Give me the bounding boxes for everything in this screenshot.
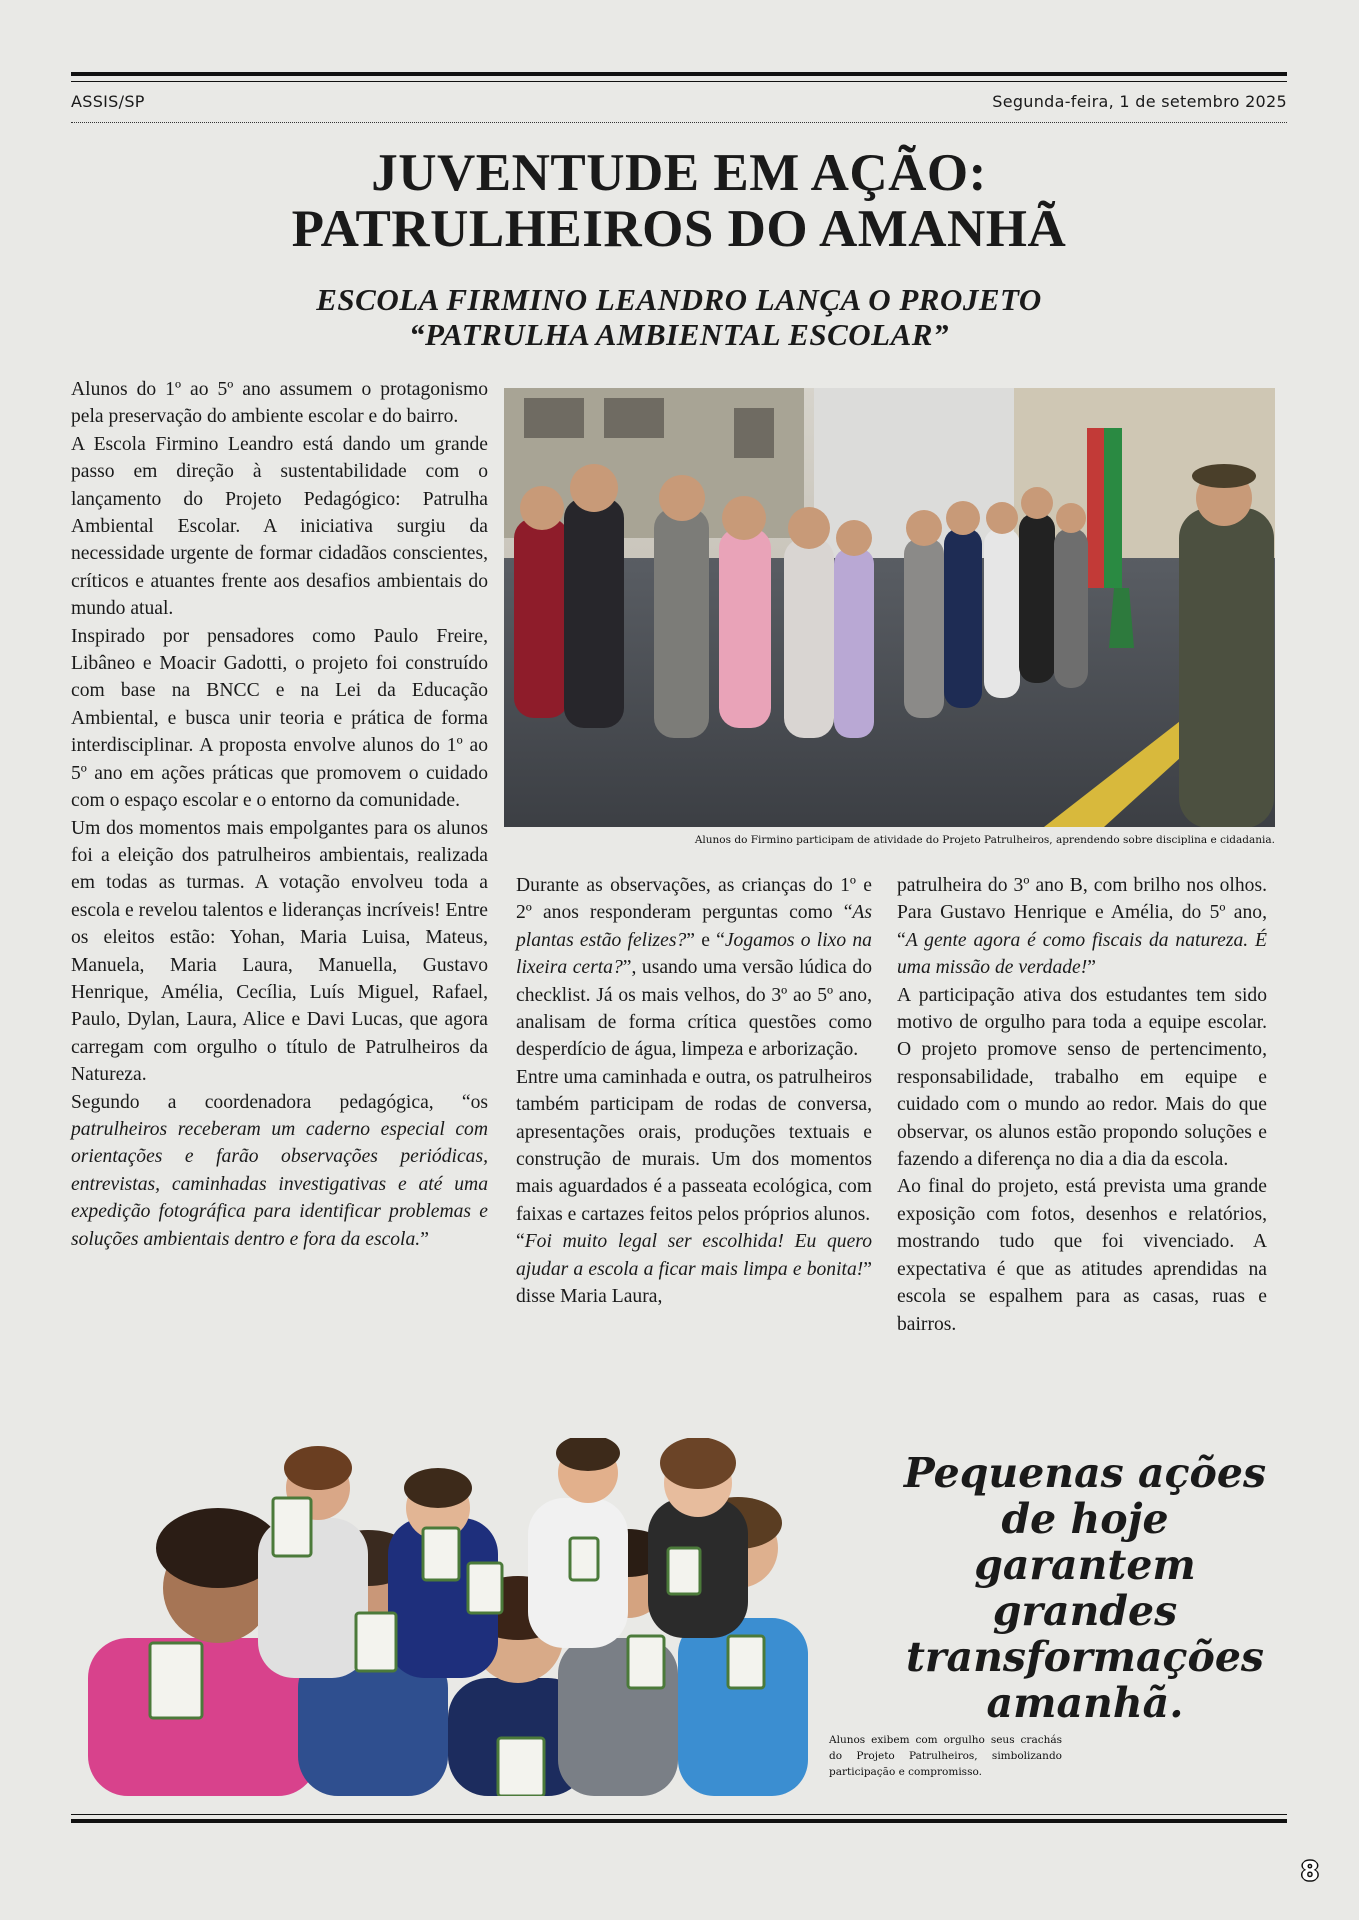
paragraph: A participação ativa dos estudantes tem sido motivo de orgulho para toda a equipe escolar. O projeto promove senso de pertencimento, responsabilidade, trabalho em equipe e cuidado com o mundo ao redor. Mais do que observar, os alunos estão propondo soluções e fazendo a diferença no dia a dia da escola.: [897, 984, 1267, 1171]
subheadline-line-1: ESCOLA FIRMINO LEANDRO LANÇA O PROJETO: [316, 282, 1042, 317]
article-column-1: [71, 376, 488, 1253]
paragraph: [71, 1089, 488, 1253]
photo-students-badges: [88, 1438, 818, 1796]
article-column-3: [897, 872, 1267, 1338]
article-column-2: [516, 872, 872, 1311]
quote-text: Jogamos o lixo na lixeira certa?: [516, 929, 872, 979]
headline-line-1: JUVENTUDE EM AÇÃO:: [371, 144, 987, 202]
text-run: ”, usando uma versão lúdica do checklist. Já os mais velhos, do 3º ao 5º ano, analisam de forma crítica questões como desperdício de água, limpeza e arborização.: [516, 957, 872, 1061]
bottom-rule-thin: [71, 1814, 1287, 1815]
paragraph: Entre uma caminhada e outra, os patrulheiros também participam de rodas de conversa, apresentações orais, produções textuais e construção de murais. Um dos momentos mais aguardados é a passeata ecológica, com faixas e cartazes feitos pelos próprios alunos.: [516, 1066, 872, 1225]
subheadline-line-2: “PATRULHA AMBIENTAL ESCOLAR”: [409, 317, 949, 352]
location-label: ASSIS/SP: [71, 92, 145, 111]
pull-quote: Pequenas ações de hoje garantem grandes transformações amanhã.: [903, 1449, 1267, 1727]
bottom-rule-thick: [71, 1819, 1287, 1823]
paragraph: Ao final do projeto, está prevista uma grande exposição com fotos, desenhos e relatórios, mostrando tudo que foi vivenciado. A expectativa é que as atitudes aprendidas na escola se espalhem para as casas, ruas e bairros.: [897, 1176, 1267, 1335]
top-rule-thick: [71, 72, 1287, 76]
page-number: 8: [1300, 1857, 1319, 1887]
quote-text: patrulheiros receberam um caderno especial com orientações e farão observações periódicas, entrevistas, caminhadas investigativas e até uma expedição fotográfica para identificar problemas e soluções ambientais dentro e fora da escola.: [71, 1118, 488, 1250]
text-run: ”: [1087, 957, 1096, 979]
quote-text: A gente agora é como fiscais da natureza. É uma missão de verdade!: [897, 929, 1267, 979]
headline: [71, 145, 1287, 257]
top-rule-thin: [71, 81, 1287, 82]
text-run: ” disse Maria Laura,: [516, 1258, 872, 1308]
paragraph: [516, 1228, 872, 1310]
paragraph: Inspirado por pensadores como Paulo Freire, Libâneo e Moacir Gadotti, o projeto foi construído com base na BNCC e na Lei da Educação Ambiental, e busca unir teoria e prática de forma interdisciplinar. A proposta envolve alunos do 1º ao 5º ano em ações práticas que promovem o cuidado com o espaço escolar e o entorno da comunidade.: [71, 625, 488, 812]
paragraph: [516, 872, 872, 1064]
quote-text: As plantas estão felizes?: [516, 902, 872, 951]
headline-line-2: PATRULHEIROS DO AMANHÃ: [291, 200, 1067, 258]
paragraph: Um dos momentos mais empolgantes para os alunos foi a eleição dos patrulheiros ambientais, realizada em todas as turmas. A votação envolveu toda a escola e revelou talentos e lideranças incríveis! Entre os eleitos estão: Yohan, Maria Luisa, Mateus, Manuela, Maria Laura, Manuella, Gustavo Henrique, Amélia, Cecília, Luís Miguel, Rafael, Paulo, Dylan, Laura, Alice e Davi Lucas, que agora carregam com orgulho o título de Patrulheiros da Natureza.: [71, 817, 488, 1086]
paragraph: [897, 872, 1267, 982]
quote-text: Foi muito legal ser escolhida! Eu quero ajudar a escola a ficar mais limpa e bonita!: [516, 1231, 872, 1280]
text-run: Segundo a coordenadora pedagógica, “os: [71, 1091, 488, 1113]
text-run: Durante as observações, as crianças do 1º e 2º anos responderam perguntas como “: [516, 875, 872, 924]
paragraph: A Escola Firmino Leandro está dando um grande passo em direção à sustentabilidade com o lançamento do Projeto Pedagógico: Patrulha Ambiental Escolar. A iniciativa surgiu da necessidade urgente de formar cidadãos conscientes, críticos e atuantes frente aos desafios ambientais do mundo atual.: [71, 433, 488, 620]
text-run: ”: [420, 1228, 429, 1250]
text-run: “: [516, 1231, 525, 1253]
subheadline: [71, 282, 1287, 352]
text-run: ” e “: [686, 929, 725, 951]
date-label: Segunda-feira, 1 de setembro 2025: [992, 92, 1287, 111]
photo-students-line-up: [504, 388, 1275, 827]
photo-caption-2: Alunos exibem com orgulho seus crachás do Projeto Patrulheiros, simbolizando participação e compromisso.: [829, 1734, 1062, 1778]
text-run: patrulheira do 3º ano B, com brilho nos olhos. Para Gustavo Henrique e Amélia, do 5º ano, “: [897, 875, 1267, 951]
header-dotted-rule: [71, 122, 1287, 123]
paragraph: Alunos do 1º ao 5º ano assumem o protagonismo pela preservação do ambiente escolar e do bairro.: [71, 379, 488, 428]
photo-caption-1: Alunos do Firmino participam de atividade do Projeto Patrulheiros, aprendendo sobre disciplina e cidadania.: [694, 834, 1275, 846]
